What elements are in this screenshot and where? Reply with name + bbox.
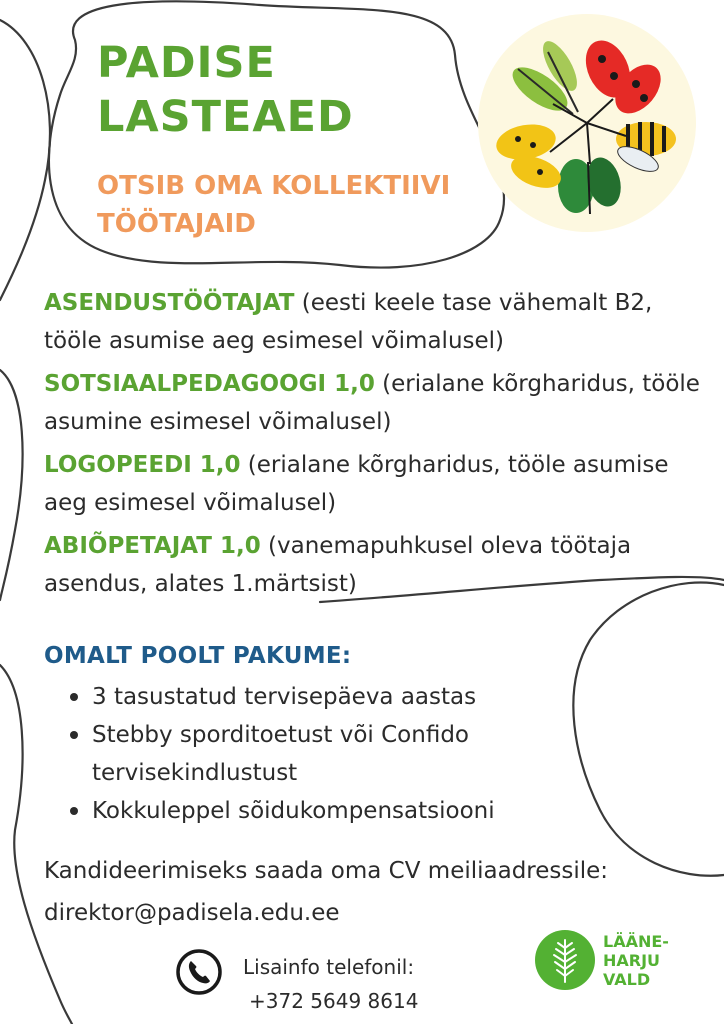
municipality-name-line-1: LÄÄNE-: [603, 932, 669, 951]
job-item: [44, 527, 704, 603]
offer-item: Kokkuleppel sõidukompensatsiooni: [44, 792, 604, 830]
subtitle-line-2: TÖÖTAJAID: [97, 209, 256, 239]
tree-icon: [535, 930, 595, 990]
offer-item: Stebby sporditoetust või Confido tervisekindlustust: [44, 716, 604, 792]
job-details: (eesti keele tase vähemalt B2, tööle asumise aeg esimesel võimalusel): [44, 290, 653, 354]
offer-list: [44, 678, 604, 830]
contact-instruction: Kandideerimiseks saada oma CV meiliaadressile:: [44, 858, 609, 884]
title-line-1: PADISE: [97, 38, 276, 88]
job-position: ABIÕPETAJAT 1,0: [44, 533, 261, 559]
job-details: (erialane kõrgharidus, tööle asumise aeg esimesel võimalusel): [44, 452, 669, 516]
municipality-name-line-2: HARJU: [603, 951, 661, 970]
title-line-2: LASTEAED: [97, 92, 354, 142]
phone-number[interactable]: +372 5649 8614: [249, 989, 419, 1013]
job-item: [44, 365, 704, 441]
job-list: [44, 284, 704, 603]
phone-block: [243, 950, 463, 1018]
subtitle: [97, 167, 450, 243]
job-position: ASENDUSTÖÖTAJAT: [44, 290, 295, 316]
offer-heading: OMALT POOLT PAKUME:: [44, 643, 352, 669]
contact-email[interactable]: direktor@padisela.edu.ee: [44, 900, 340, 926]
job-details: (erialane kõrgharidus, tööle asumine esimesel võimalusel): [44, 371, 700, 435]
job-position: SOTSIAALPEDAGOOGI 1,0: [44, 371, 375, 397]
offer-item: 3 tasustatud tervisepäeva aastas: [44, 678, 604, 716]
subtitle-line-1: OTSIB OMA KOLLEKTIIVI: [97, 171, 451, 201]
municipality-name: [603, 932, 669, 989]
insects-wreath-icon: [478, 14, 696, 232]
page-title: [97, 36, 354, 144]
job-item: [44, 284, 704, 360]
job-position: LOGOPEEDI 1,0: [44, 452, 241, 478]
contact-info: [44, 850, 704, 934]
job-item: [44, 446, 704, 522]
municipality-logo: [535, 930, 715, 996]
municipality-name-line-3: VALD: [603, 970, 651, 989]
phone-icon: [175, 948, 223, 996]
job-details: (vanemapuhkusel oleva töötaja asendus, alates 1.märtsist): [44, 533, 632, 597]
phone-label: Lisainfo telefonil:: [243, 955, 415, 979]
